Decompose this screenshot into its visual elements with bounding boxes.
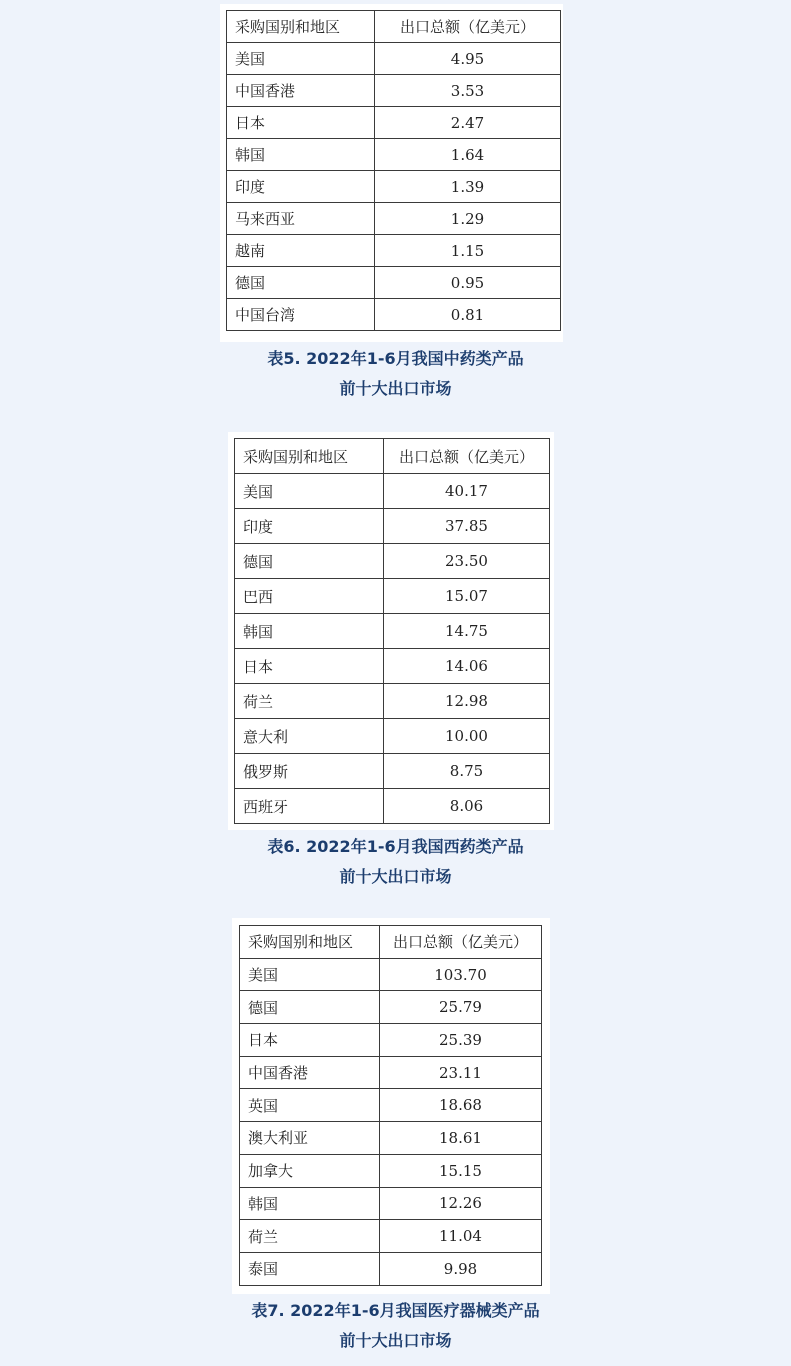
cell-region: 印度 — [227, 171, 375, 203]
table-row — [235, 544, 550, 579]
table-5-card — [220, 4, 563, 342]
table-row — [235, 579, 550, 614]
cell-region: 美国 — [240, 958, 380, 991]
table-row — [235, 509, 550, 544]
cell-export-value: 40.17 — [384, 474, 550, 509]
caption-line-2: 前十大出口市场 — [339, 867, 452, 886]
table-row — [227, 75, 561, 107]
cell-export-value: 15.15 — [380, 1154, 542, 1187]
table-6 — [234, 438, 550, 824]
cell-region: 日本 — [235, 649, 384, 684]
cell-export-value: 25.79 — [380, 991, 542, 1024]
cell-export-value: 9.98 — [380, 1252, 542, 1285]
table-5 — [226, 10, 561, 331]
table-row — [235, 754, 550, 789]
cell-region: 印度 — [235, 509, 384, 544]
table-5-caption — [0, 344, 791, 404]
table-row — [240, 991, 542, 1024]
cell-export-value: 3.53 — [375, 75, 561, 107]
cell-region: 巴西 — [235, 579, 384, 614]
column-header-export: 出口总额（亿美元） — [380, 926, 542, 959]
table-row — [235, 789, 550, 824]
table-row — [240, 1154, 542, 1187]
table-7-card — [232, 918, 550, 1294]
cell-region: 俄罗斯 — [235, 754, 384, 789]
table-row — [227, 203, 561, 235]
table-header-row — [235, 439, 550, 474]
table-row — [235, 649, 550, 684]
cell-export-value: 37.85 — [384, 509, 550, 544]
cell-export-value: 8.06 — [384, 789, 550, 824]
table-7 — [239, 925, 542, 1286]
cell-export-value: 1.15 — [375, 235, 561, 267]
cell-export-value: 2.47 — [375, 107, 561, 139]
cell-export-value: 25.39 — [380, 1024, 542, 1057]
cell-export-value: 4.95 — [375, 43, 561, 75]
cell-export-value: 12.98 — [384, 684, 550, 719]
table-row — [240, 1122, 542, 1155]
cell-region: 日本 — [227, 107, 375, 139]
cell-export-value: 14.75 — [384, 614, 550, 649]
cell-export-value: 1.39 — [375, 171, 561, 203]
cell-region: 美国 — [235, 474, 384, 509]
table-row — [227, 107, 561, 139]
table-row — [235, 614, 550, 649]
table-row — [235, 719, 550, 754]
cell-region: 中国香港 — [227, 75, 375, 107]
table-row — [240, 1024, 542, 1057]
cell-region: 美国 — [227, 43, 375, 75]
cell-region: 中国台湾 — [227, 299, 375, 331]
cell-region: 荷兰 — [235, 684, 384, 719]
cell-export-value: 8.75 — [384, 754, 550, 789]
table-row — [240, 1056, 542, 1089]
table-row — [235, 684, 550, 719]
column-header-export: 出口总额（亿美元） — [384, 439, 550, 474]
cell-export-value: 10.00 — [384, 719, 550, 754]
table-row — [235, 474, 550, 509]
cell-export-value: 0.95 — [375, 267, 561, 299]
table-row — [227, 139, 561, 171]
cell-export-value: 18.68 — [380, 1089, 542, 1122]
cell-export-value: 1.29 — [375, 203, 561, 235]
cell-export-value: 11.04 — [380, 1220, 542, 1253]
table-6-card — [228, 432, 554, 830]
cell-region: 澳大利亚 — [240, 1122, 380, 1155]
cell-export-value: 14.06 — [384, 649, 550, 684]
cell-region: 德国 — [240, 991, 380, 1024]
table-row — [227, 235, 561, 267]
table-7-caption — [0, 1296, 791, 1356]
cell-region: 韩国 — [235, 614, 384, 649]
column-header-export: 出口总额（亿美元） — [375, 11, 561, 43]
caption-line-2: 前十大出口市场 — [339, 1331, 452, 1350]
cell-region: 德国 — [227, 267, 375, 299]
cell-region: 泰国 — [240, 1252, 380, 1285]
cell-region: 荷兰 — [240, 1220, 380, 1253]
caption-line-1: 表7. 2022年1-6月我国医疗器械类产品 — [251, 1301, 540, 1320]
column-header-region: 采购国别和地区 — [240, 926, 380, 959]
table-row — [240, 1187, 542, 1220]
cell-region: 西班牙 — [235, 789, 384, 824]
cell-export-value: 15.07 — [384, 579, 550, 614]
table-row — [227, 43, 561, 75]
table-6-caption — [0, 832, 791, 892]
cell-export-value: 103.70 — [380, 958, 542, 991]
table-row — [240, 958, 542, 991]
cell-region: 韩国 — [240, 1187, 380, 1220]
caption-line-1: 表6. 2022年1-6月我国西药类产品 — [267, 837, 524, 856]
caption-line-2: 前十大出口市场 — [339, 379, 452, 398]
cell-export-value: 23.50 — [384, 544, 550, 579]
table-row — [240, 1252, 542, 1285]
cell-region: 德国 — [235, 544, 384, 579]
cell-export-value: 23.11 — [380, 1056, 542, 1089]
cell-region: 加拿大 — [240, 1154, 380, 1187]
cell-export-value: 18.61 — [380, 1122, 542, 1155]
table-row — [227, 171, 561, 203]
cell-export-value: 1.64 — [375, 139, 561, 171]
cell-region: 中国香港 — [240, 1056, 380, 1089]
column-header-region: 采购国别和地区 — [227, 11, 375, 43]
cell-region: 意大利 — [235, 719, 384, 754]
cell-region: 马来西亚 — [227, 203, 375, 235]
cell-region: 英国 — [240, 1089, 380, 1122]
table-row — [227, 267, 561, 299]
table-row — [227, 299, 561, 331]
table-row — [240, 1089, 542, 1122]
cell-export-value: 12.26 — [380, 1187, 542, 1220]
table-header-row — [240, 926, 542, 959]
column-header-region: 采购国别和地区 — [235, 439, 384, 474]
cell-region: 越南 — [227, 235, 375, 267]
cell-region: 韩国 — [227, 139, 375, 171]
cell-region: 日本 — [240, 1024, 380, 1057]
table-header-row — [227, 11, 561, 43]
caption-line-1: 表5. 2022年1-6月我国中药类产品 — [267, 349, 524, 368]
table-row — [240, 1220, 542, 1253]
cell-export-value: 0.81 — [375, 299, 561, 331]
